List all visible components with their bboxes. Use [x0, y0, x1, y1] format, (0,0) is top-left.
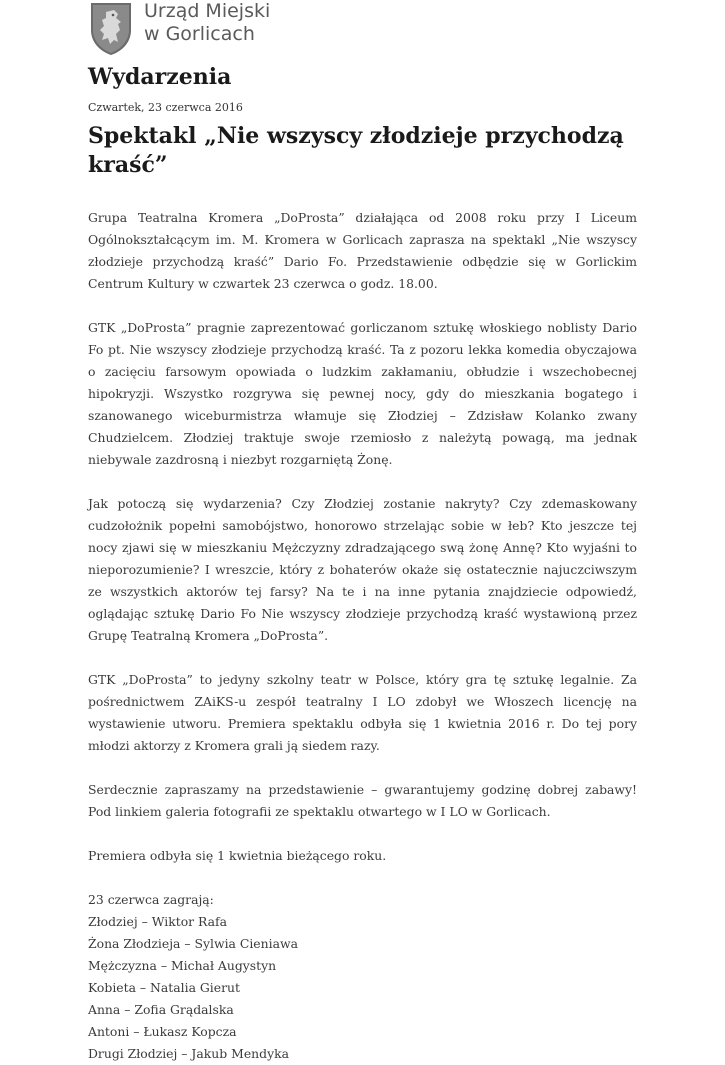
cast-heading: 23 czerwca zagrają: [88, 892, 214, 907]
cast-item: Kobieta – Natalia Gierut [88, 980, 240, 995]
city-crest-icon [88, 0, 134, 56]
cast-item: Żona Złodzieja – Sylwia Cieniawa [88, 936, 298, 951]
cast-item: Mężczyzna – Michał Augystyn [88, 958, 277, 973]
cast-item: Anna – Zofia Grądalska [88, 1002, 234, 1017]
article-paragraph-1: Grupa Teatralna Kromera „DoProsta” działająca od 2008 roku przy I Liceum Ogólnokształcącym im. M. Kromera w Gorlicach zaprasza na spektakl „Nie wszyscy złodzieje przychodzą kraść” Dario Fo. Przedstawienie odbędzie się w Gorlickim Centrum Kultury w czwartek 23 czerwca o godz. 18.00. [88, 210, 637, 291]
logo-line-2: w Gorlicach [144, 23, 255, 45]
article-paragraph-3: Jak potoczą się wydarzenia? Czy Złodziej zostanie nakryty? Czy zdemaskowany cudzołożnik popełni samobójstwo, honorowo strzelając sobie w łeb? Kto jeszcze tej nocy zjawi się w mieszkaniu Mężczyzny zdradzającego swą żonę Annę? Kto wyjaśni to nieporozumienie? I wreszcie, który z bohaterów okaże się ostatecznie najuczciwszym ze wszystkich aktorów tej farsy? Na te i na inne pytania znajdziecie odpowiedź, oglądając sztukę Dario Fo Nie wszyscy złodzieje przychodzą kraść wystawioną przez Grupę Teatralną Kromera „DoProsta”. [88, 496, 637, 643]
section-title: Wydarzenia [88, 64, 232, 90]
cast-list [88, 889, 637, 1065]
site-header [88, 0, 388, 56]
article-title: Spektakl „Nie wszyscy złodzieje przychodzą kraść” [88, 123, 624, 178]
article-paragraph-6: Premiera odbyła się 1 kwietnia bieżącego roku. [88, 848, 387, 863]
cast-item: Antoni – Łukasz Kopcza [88, 1024, 237, 1039]
logo-line-1: Urząd Miejski [144, 0, 271, 22]
article-content [88, 207, 637, 1065]
cast-item: Drugi Złodziej – Jakub Mendyka [88, 1046, 289, 1061]
cast-item: Złodziej – Wiktor Rafa [88, 914, 228, 929]
article-paragraph-4: GTK „DoProsta” to jedyny szkolny teatr w Polsce, który gra tę sztukę legalnie. Za pośrednictwem ZAiKS-u zespół teatralny I LO zdobył we Włoszech licencję na wystawienie utworu. Premiera spektaklu odbyła się 1 kwietnia 2016 r. Do tej pory młodzi aktorzy z Kromera grali ją siedem razy. [88, 672, 637, 753]
article-date: Czwartek, 23 czerwca 2016 [88, 101, 243, 114]
site-logo-text[interactable] [144, 0, 270, 46]
article-paragraph-2: GTK „DoProsta” pragnie zaprezentować gorliczanom sztukę włoskiego noblisty Dario Fo pt. Nie wszyscy złodzieje przychodzą kraść. Ta z pozoru lekka komedia obyczajowa o zacięciu farsowym opowiada o ludzkim zakłamaniu, obłudzie i wszechobecnej hipokryzji. Wszystko rozgrywa się pewnej nocy, gdy do mieszkania bogatego i szanowanego wiceburmistrza włamuje się Złodziej – Zdzisław Kolanko zwany Chudzielcem. Złodziej traktuje swoje rzemiosło z należytą powagą, ma jednak niebywale zazdrosną i niezbyt rozgarniętą Żonę. [88, 320, 637, 467]
article-paragraph-5: Serdecznie zapraszamy na przedstawienie – gwarantujemy godzinę dobrej zabawy! Pod linkiem galeria fotografii ze spektaklu otwartego w I LO w Gorlicach. [88, 782, 637, 819]
